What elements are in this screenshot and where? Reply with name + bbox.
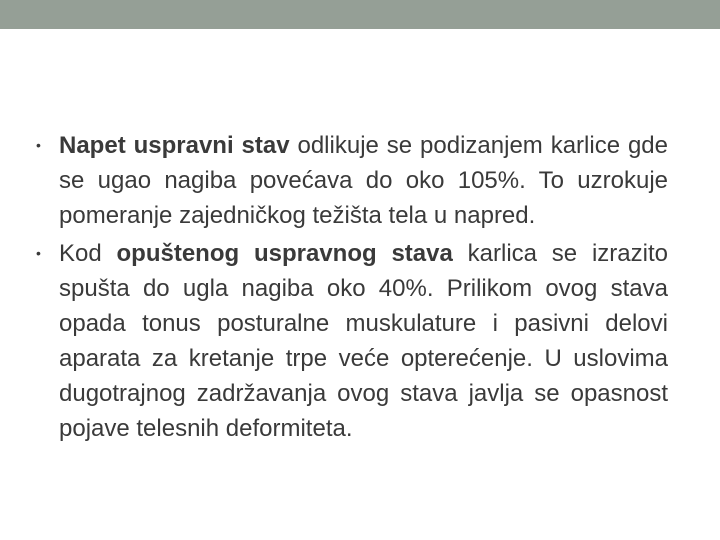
bullet-item-opusteni-stav [36, 236, 668, 446]
bullet-2-text: karlica se izrazito spušta do ugla nagiba oko 40%. Prilikom ovog stava opada tonus posturalne muskulature i pasivni delovi aparata za kretanje trpe veće opterećenje. U uslovima dugotrajnog zadržavanja ovog stava javlja se opasnost pojave telesnih deformiteta. [59, 240, 668, 442]
bullet-icon: • [36, 137, 41, 153]
bullet-item-napet-stav [36, 128, 668, 233]
bullet-2-bold-term: opuštenog uspravnog stava [116, 240, 453, 267]
bullet-icon: • [36, 245, 41, 261]
bullet-1-text: odlikuje se podizanjem karlice gde se ugao nagiba povećava do oko 105%. To uzrokuje pomeranje zajedničkog težišta tela u napred. [59, 132, 668, 229]
bullet-2-text-before: Kod [59, 240, 117, 267]
slide-body [36, 128, 668, 449]
bullet-1-bold-term: Napet uspravni stav [59, 132, 290, 159]
top-accent-bar [0, 0, 720, 29]
